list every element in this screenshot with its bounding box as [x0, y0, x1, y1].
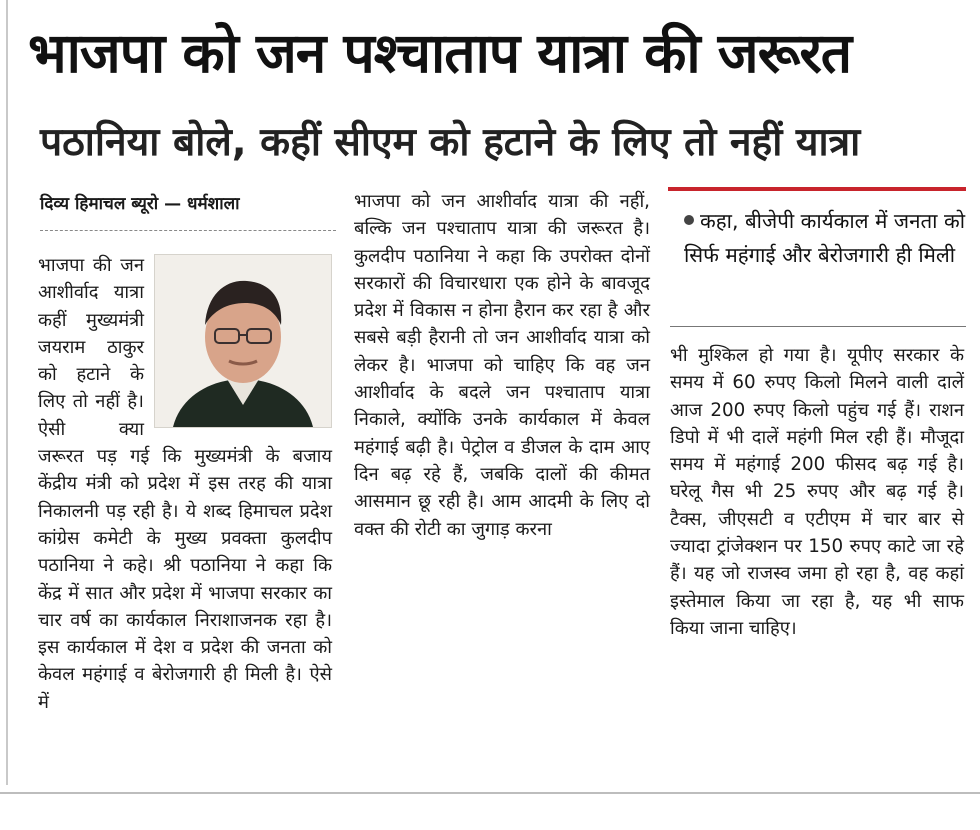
reporter-photo	[154, 254, 332, 428]
column-2	[354, 188, 650, 543]
column-1	[38, 252, 332, 716]
article-paragraph: भाजपा की जन आशीर्वाद यात्रा कहीं मुख्यमंत्री जयराम ठाकुर को हटाने के लिए तो नहीं है। ऐसी क्या जरूरत पड़ गई कि मुख्यमंत्री के बजाय केंद्रीय मंत्री को प्रदेश में इस तरह की यात्रा निकालनी पड़ रही है। ये शब्द हिमाचल प्रदेश कांग्रेस कमेटी के मुख्य प्रवक्ता कुलदीप पठानिया ने कहे। श्री पठानिया ने कहा कि केंद्र में सात और प्रदेश में भाजपा सरकार का चार वर्ष का कार्यकाल निराशाजनक रहा है। इस कार्यकाल में देश व प्रदेश की जनता को केवल महंगाई व बेरोजगारी ही मिली है। ऐसे में	[38, 255, 332, 713]
byline-divider	[40, 230, 336, 231]
highlight-text: कहा, बीजेपी कार्यकाल में जनता को सिर्फ महंगाई और बेरोजगारी ही मिली	[684, 209, 966, 267]
article-paragraph: भाजपा को जन आशीर्वाद यात्रा की नहीं, बल्कि जन पश्चाताप यात्रा की जरूरत है। कुलदीप पठानिया ने कहा कि उपरोक्त दोनों सरकारों की विचारधारा एक होने के बावजूद प्रदेश में विकास न होना हैरान कर रहा है और सबसे बड़ी हैरानी तो जन आशीर्वाद यात्रा को लेकर है। भाजपा को चाहिए कि वह जन आशीर्वाद के बदले जन पश्चाताप यात्रा निकाले, क्योंकि उनके कार्यकाल में केवल महंगाई बढ़ी है। पेट्रोल व डीजल के दाम आए दिन बढ़ रहे हैं, जबकि दालों की कीमत आसमान छू रही है। आम आदमी के लिए दो वक्त की रोटी का जुगाड़ करना	[354, 191, 650, 540]
headline: भाजपा को जन पश्चाताप यात्रा की जरूरत	[28, 21, 852, 85]
column-3	[670, 342, 964, 642]
sidebar-bottom-rule	[670, 326, 966, 327]
bullet-dot-icon	[684, 215, 694, 225]
byline: दिव्य हिमाचल ब्यूरो — धर्मशाला	[40, 194, 240, 214]
subheadline: पठानिया बोले, कहीं सीएम को हटाने के लिए तो नहीं यात्रा	[40, 120, 861, 165]
bottom-border-rule	[0, 792, 980, 794]
left-border-rule	[6, 0, 8, 785]
article-paragraph: भी मुश्किल हो गया है। यूपीए सरकार के समय में 60 रुपए किलो मिलने वाली दालें आज 200 रुपए किलो पहुंच गई हैं। राशन डिपो में भी दालें महंगी मिल रही हैं। मौजूदा समय में महंगाई 200 फीसद बढ़ गई है। घरेलू गैस भी 25 रुपए और बढ़ गई है। टैक्स, जीएसटी व एटीएम में चार बार से ज्यादा ट्रांजेक्शन पर 150 रुपए काटे जा रहे हैं। यह जो राजस्व जमा हो रहा है, वह कहां इस्तेमाल किया जा रहा है, यह भी साफ किया जाना चाहिए।	[670, 345, 964, 639]
sidebar-top-rule	[668, 187, 966, 191]
highlight-box	[684, 204, 966, 272]
portrait-image	[155, 255, 331, 427]
